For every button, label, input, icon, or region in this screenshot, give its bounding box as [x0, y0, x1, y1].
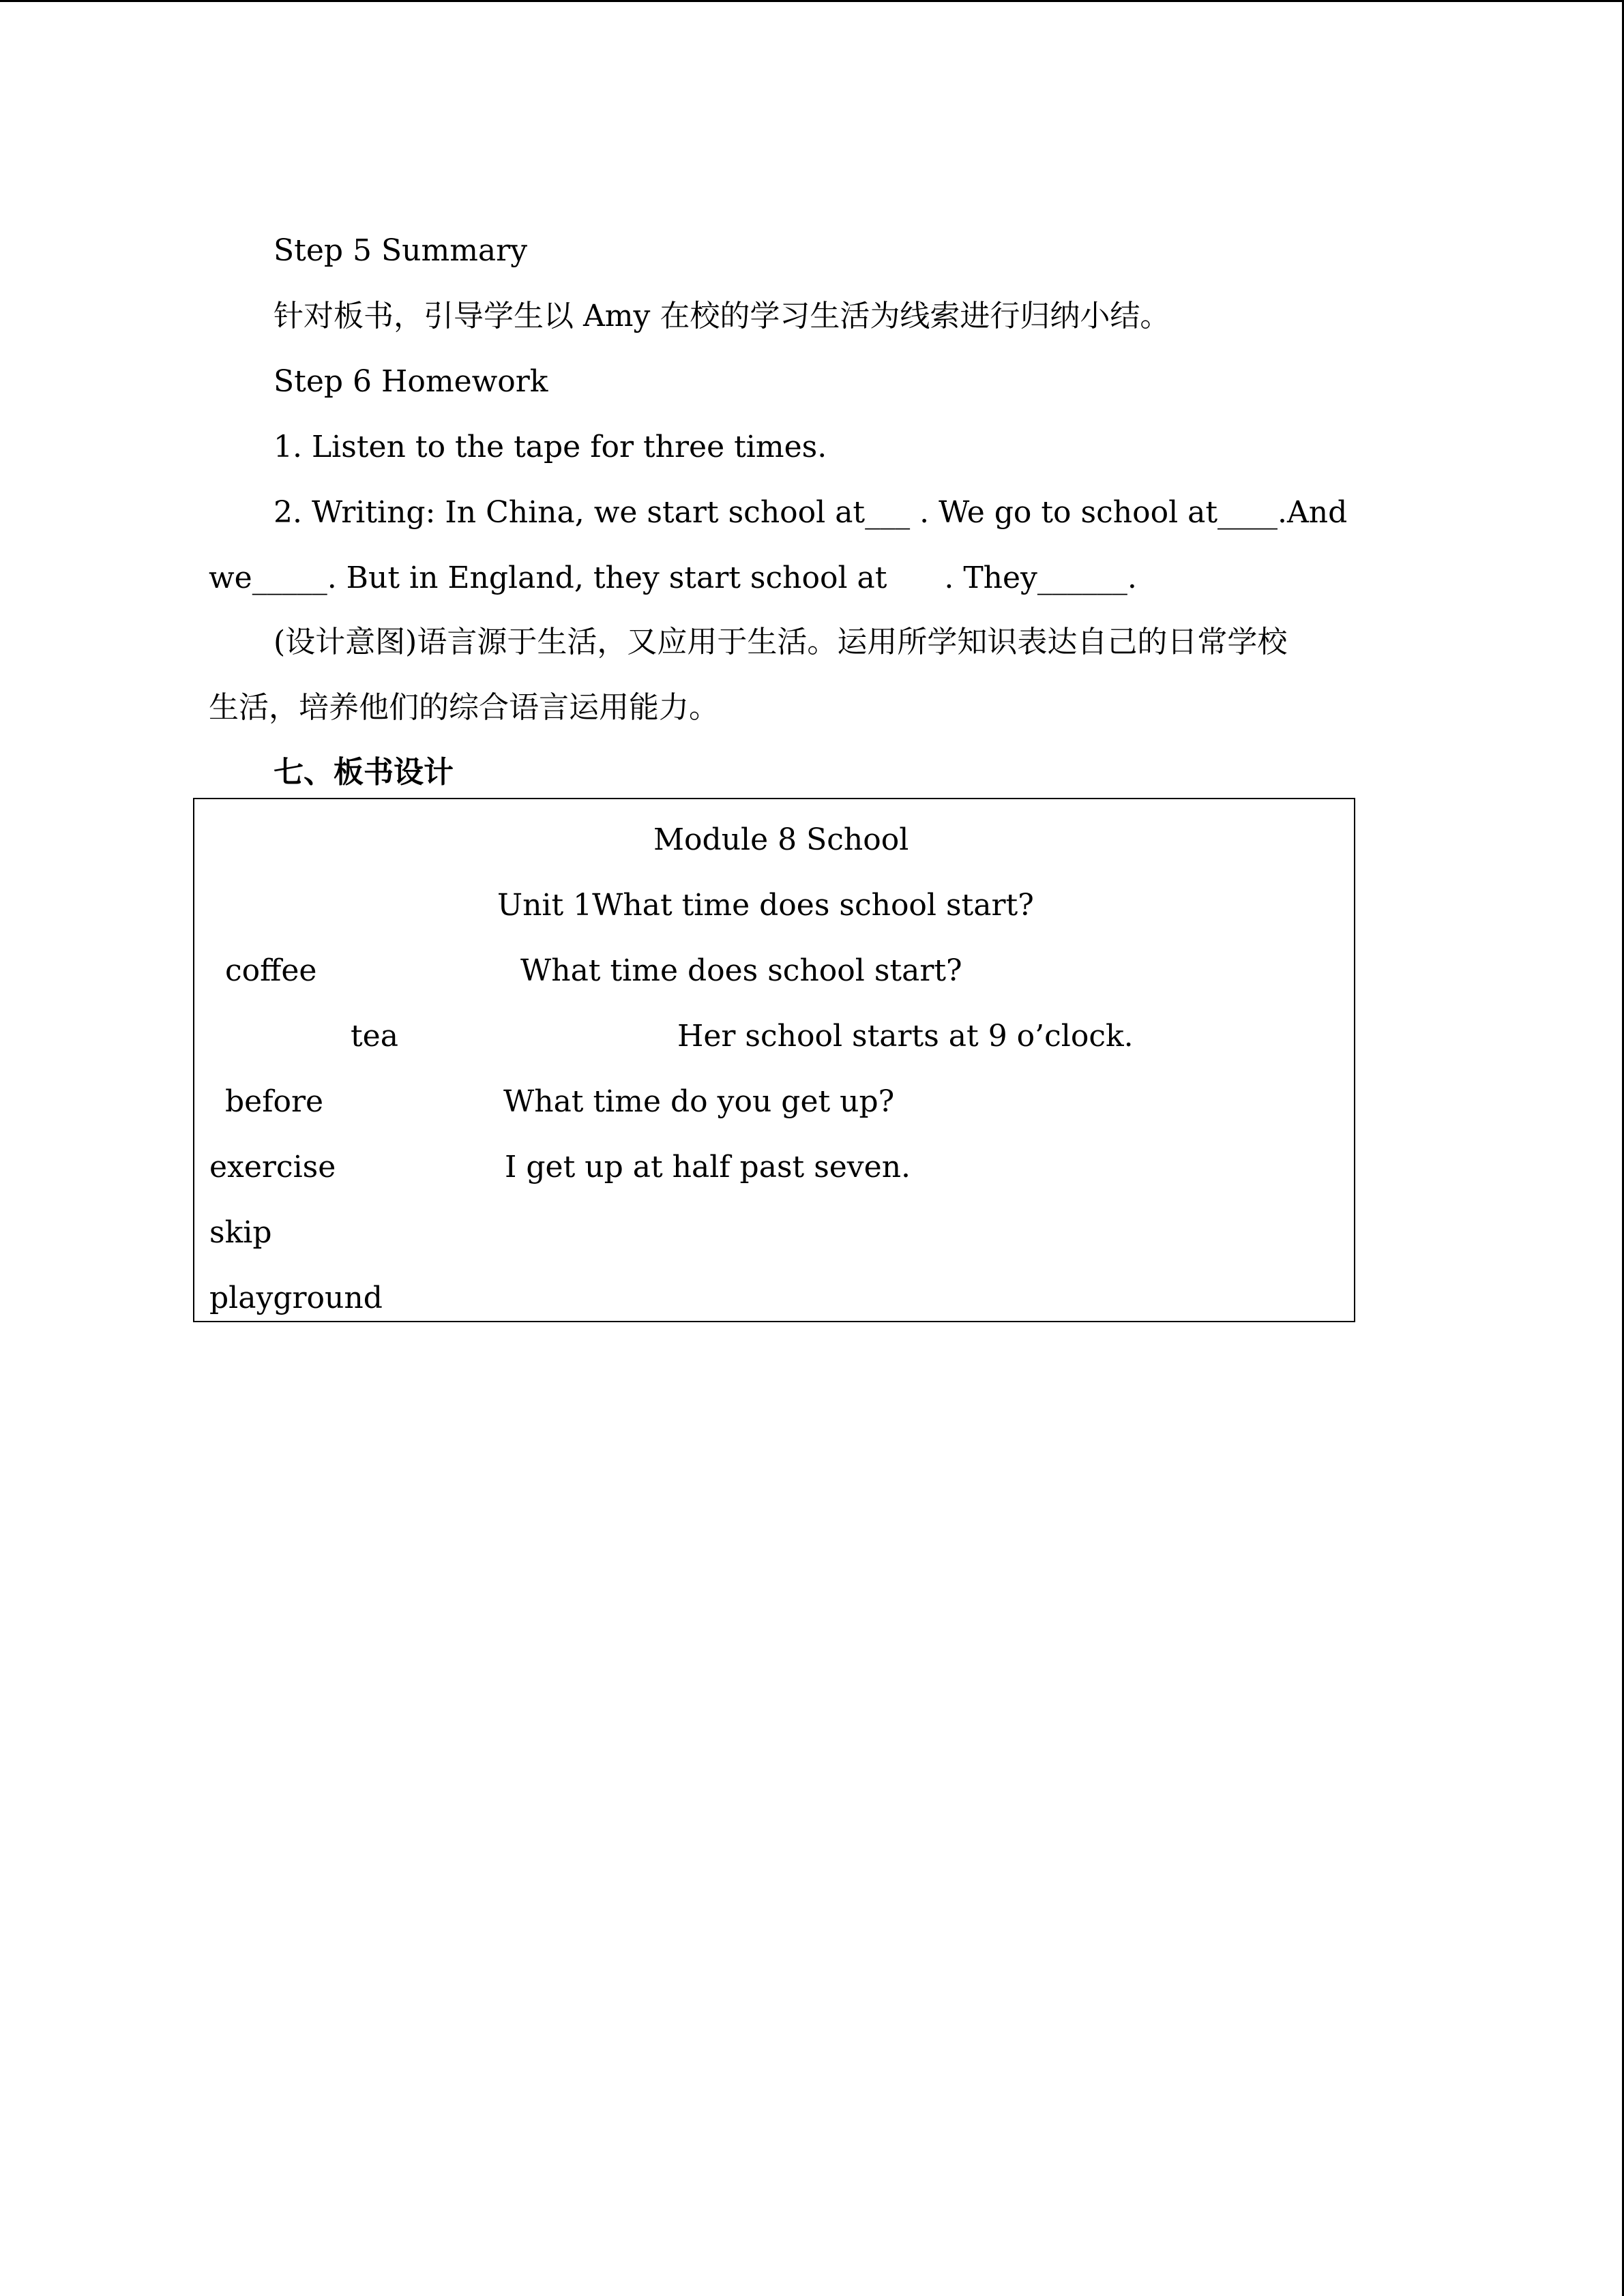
board-word-skip: skip [209, 1215, 272, 1250]
board-sentence-4: I get up at half past seven. [505, 1150, 911, 1184]
page-border-top [0, 0, 1624, 2]
homework-item-2-line-2: we_____. But in England, they start school at . They______. [209, 561, 1137, 595]
step5-text: 针对板书，引导学生以 Amy 在校的学习生活为线索进行归纳小结。 [274, 299, 1170, 333]
board-word-playground: playground [209, 1281, 383, 1315]
design-intent-line-1: (设计意图)语言源于生活，又应用于生活。运用所学知识表达自己的日常学校 [274, 625, 1288, 659]
step6-title: Step 6 Homework [274, 364, 548, 399]
homework-item-1: 1. Listen to the tape for three times. [274, 430, 827, 464]
board-sentence-3: What time do you get up? [503, 1084, 895, 1119]
board-word-before: before [225, 1084, 324, 1119]
board-sentence-2: Her school starts at 9 o’clock. [677, 1019, 1134, 1054]
board-sentence-1: What time does school start? [520, 953, 962, 988]
board-word-tea: tea [351, 1019, 398, 1054]
step5-title: Step 5 Summary [274, 233, 528, 268]
section-heading: 七、板书设计 [274, 755, 454, 790]
board-title: Module 8 School [653, 822, 909, 857]
board-word-exercise: exercise [209, 1150, 336, 1184]
design-intent-line-2: 生活，培养他们的综合语言运用能力。 [209, 690, 719, 725]
homework-item-2-line-1: 2. Writing: In China, we start school at___ . We go to school at____.And [274, 495, 1348, 530]
board-subtitle: Unit 1What time does school start? [497, 888, 1034, 923]
board-word-coffee: coffee [225, 953, 317, 988]
blackboard-design-box [193, 798, 1355, 1322]
